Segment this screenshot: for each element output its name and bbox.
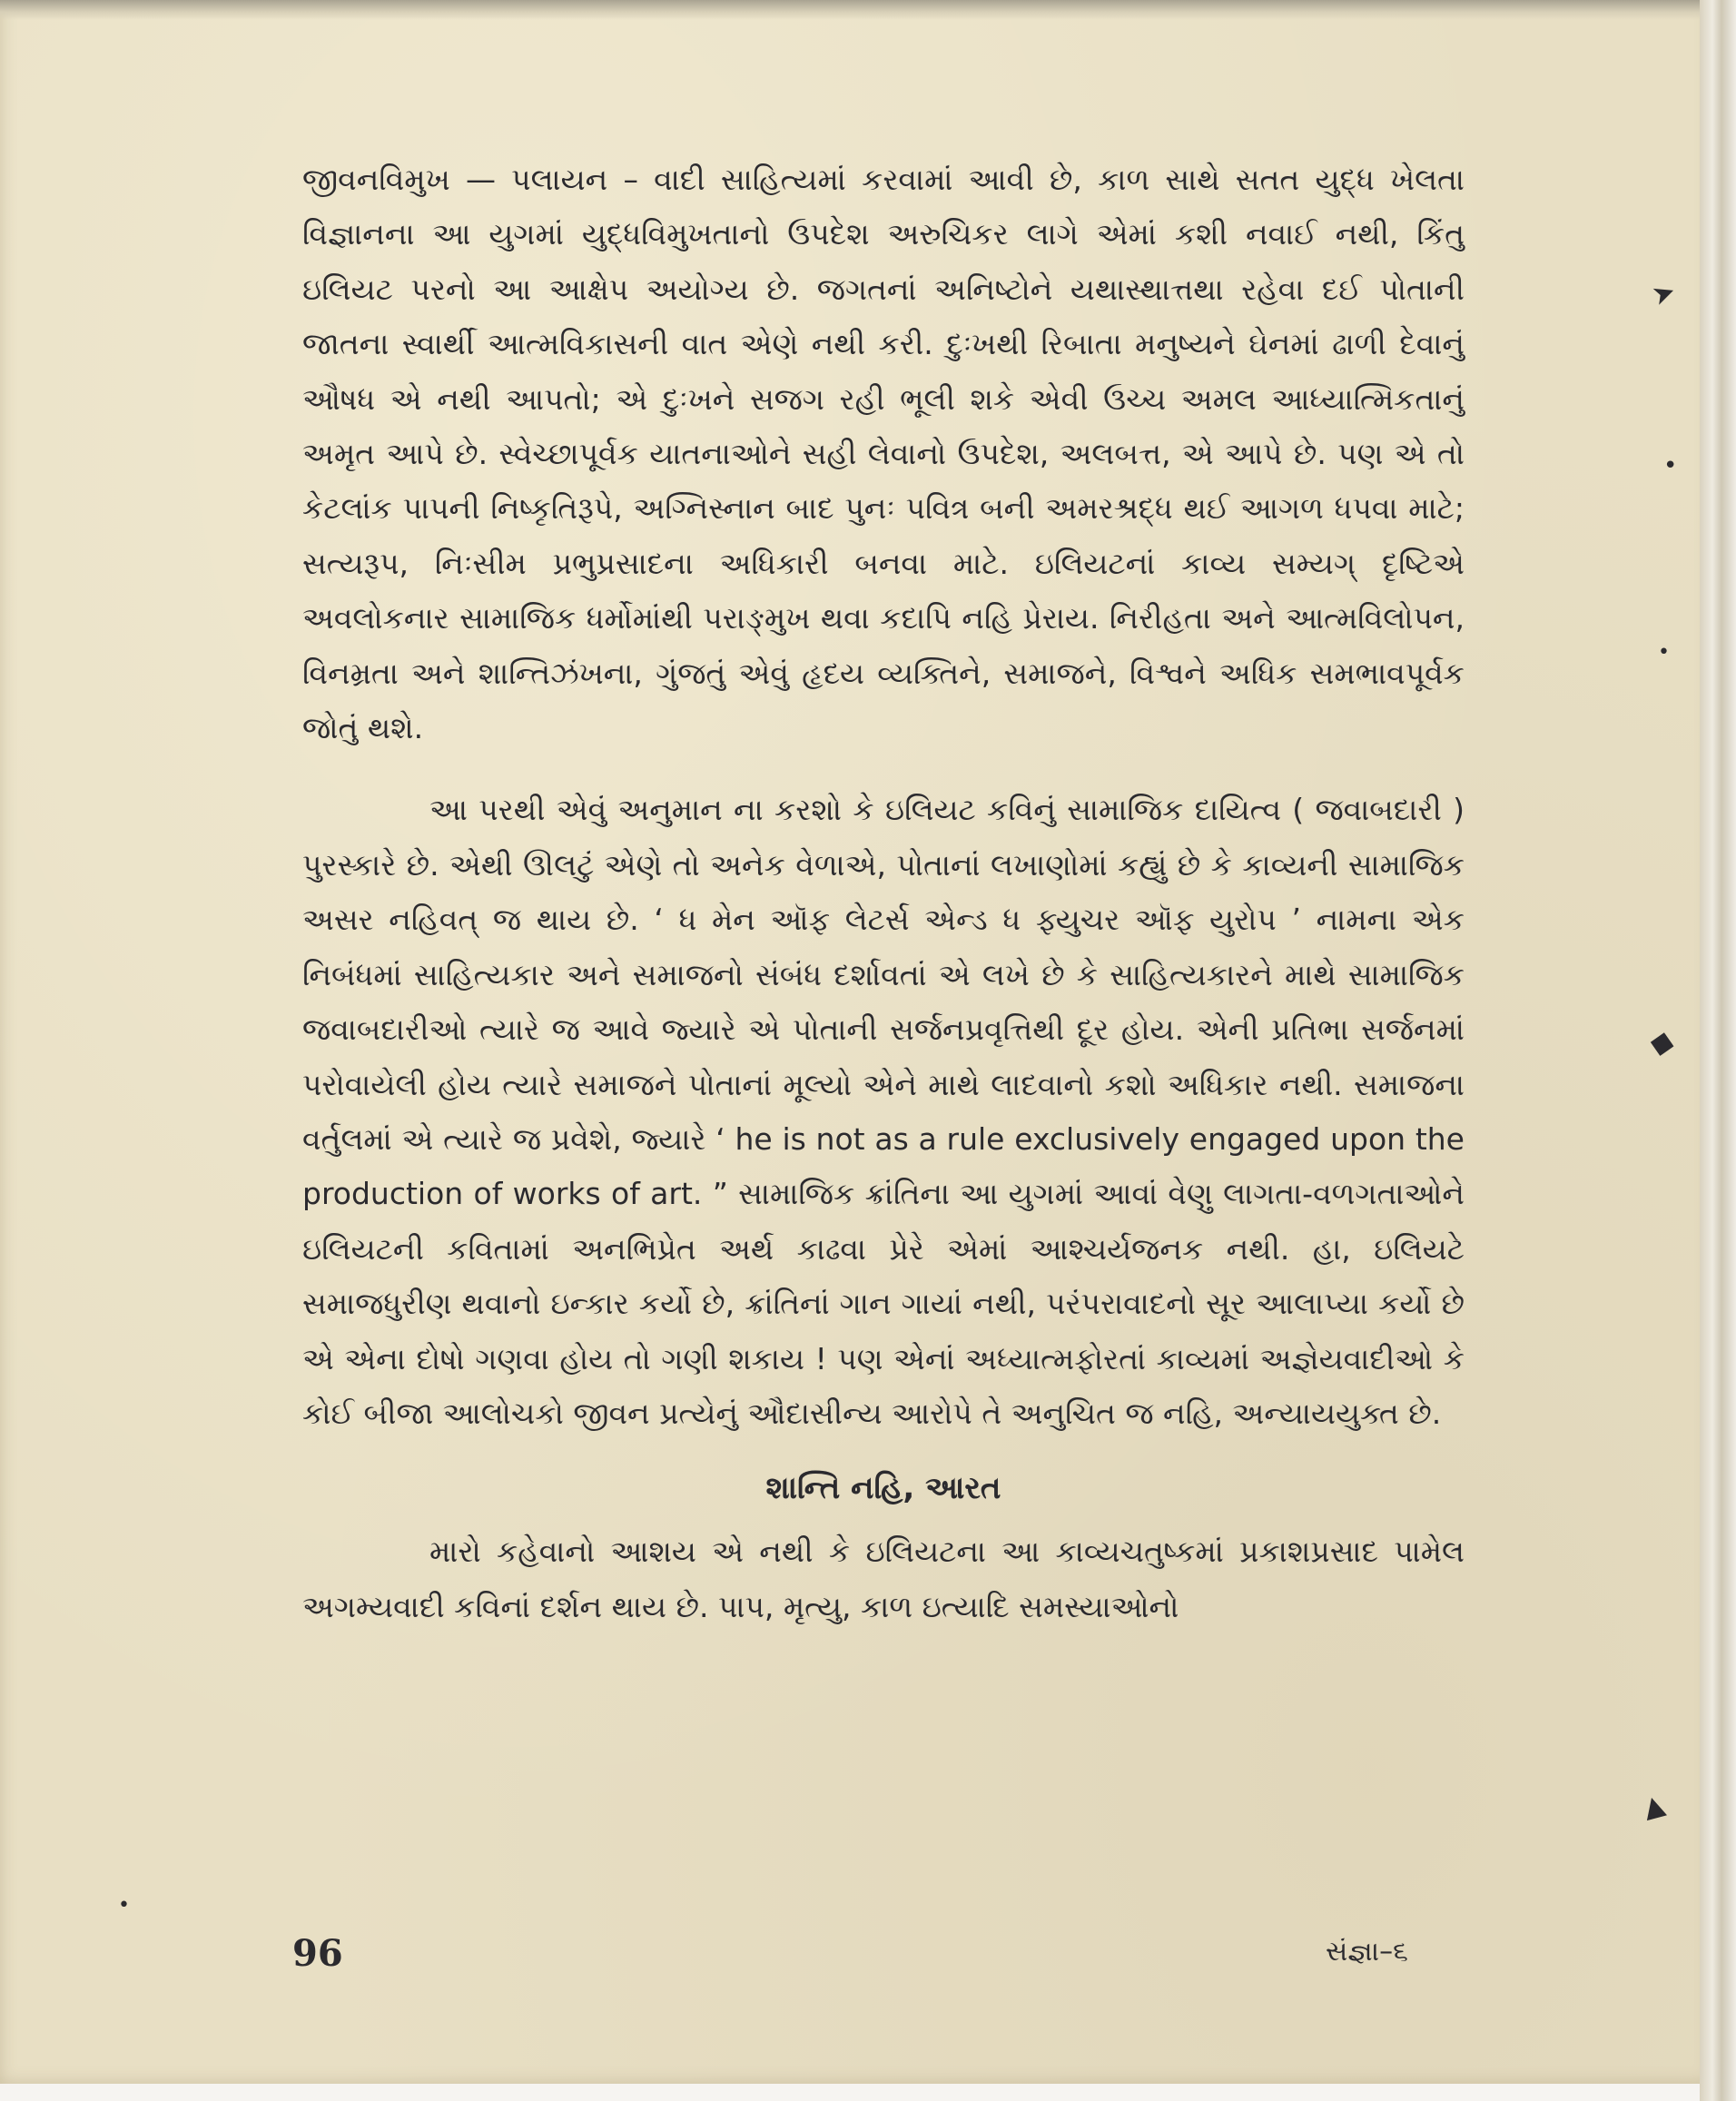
margin-mark-dot: • [1663, 452, 1678, 479]
margin-mark-dot: • [118, 1894, 130, 1917]
margin-mark-diamond: ◆ [1647, 1022, 1678, 1062]
page-top-fold [0, 0, 1711, 20]
page-body [302, 153, 1465, 1634]
page-number: 96 [292, 1932, 343, 1975]
paragraph-3: મારો કહેવાનો આશય એ નથી કે ઇલિયટના આ કાવ્યચતુષ્કમાં પ્રકાશપ્રસાદ પામેલ અગમ્યવાદી કવિનાં દર્શન થાય છે. પાપ, મૃત્યુ, કાળ ઇત્યાદિ સમસ્યાઓનો [302, 1534, 1465, 1624]
page-right-fold [1700, 0, 1736, 2101]
margin-mark-triangle: ▲ [1639, 1788, 1669, 1825]
paragraph-2: આ પરથી એવું અનુમાન ના કરશો કે ઇલિયટ કવિનું સામાજિક દાયિત્વ ( જવાબદારી ) પુરસ્કારે છે. એથી ઊલટું એણે તો અનેક વેળાએ, પોતાનાં લખાણોમાં કહ્યું છે કે કાવ્યની સામાજિક અસર નહિવત્ જ થાય છે. ‘ ધ મેન ઑફ લેટર્સ એન્ડ ધ ફ્યુચર ઑફ યુરોપ ’ નામના એક નિબંધમાં સાહિત્યકાર અને સમાજનો સંબંધ દર્શાવતાં એ લખે છે કે સાહિત્યકારને માથે સામાજિક જવાબદારીઓ ત્યારે જ આવે જ્યારે એ પોતાની સર્જનપ્રવૃત્તિથી દૂર હોય. એની પ્રતિભા સર્જનમાં પરોવાયેલી હોય ત્યારે સમાજને પોતાનાં મૂલ્યો એને માથે લાદવાનો કશો અધિકાર નથી. સમાજના વર્તુલમાં એ ત્યારે જ પ્રવેશે, જ્યારે ‘ he is not as a rule exclusively engaged upon the production of works of art. ” સામાજિક ક્રાંતિના આ યુગમાં આવાં વેણુ લાગતા-વળગતાઓને ઇલિયટની કવિતામાં અનભિપ્રેત અર્થ કાઢવા પ્રેરે એમાં આશ્ચર્યજનક નથી. હા, ઇલિયટે સમાજધુરીણ થવાનો ઇન્કાર કર્યો છે, ક્રાંતિનાં ગાન ગાયાં નથી, પરંપરાવાદનો સૂર આલાપ્યા કર્યો છે એ એના દોષો ગણવા હોય તો ગણી શકાય ! પણ એનાં અધ્યાત્મફોરતાં કાવ્યમાં અજ્ઞેયવાદીઓ કે કોઈ બીજા આલોચકો જીવન પ્રત્યેનું ઔદાસીન્ય આરોપે તે અનુચિત જ નહિ, અન્યાયયુક્ત છે. [302, 792, 1465, 1431]
section-heading: શાન્તિ નહિ, આરત [765, 1470, 1001, 1507]
footer-signature: સંજ્ઞા–૬ [1326, 1936, 1408, 1968]
paragraph-1: જીવનવિમુખ — પલાયન – વાદી સાહિત્યમાં કરવામાં આવી છે, કાળ સાથે સતત યુદ્ધ ખેલતા વિજ્ઞાનના આ યુગમાં યુદ્ધવિમુખતાનો ઉપદેશ અરુચિકર લાગે એમાં કશી નવાઈ નથી, કિંતુ ઇલિયટ પરનો આ આક્ષેપ અયોગ્ય છે. જગતનાં અનિષ્ટોને યથાસ્થાત્તથા રહેવા દઈ પોતાની જાતના સ્વાર્થી આત્મવિકાસની વાત એણે નથી કરી. દુઃખથી રિબાતા મનુષ્યને ઘેનમાં ઢાળી દેવાનું ઔષધ એ નથી આપતો; એ દુઃખને સજગ રહી ભૂલી શકે એવી ઉચ્ચ અમલ આધ્યાત્મિકતાનું અમૃત આપે છે. સ્વેચ્છાપૂર્વક યાતનાઓને સહી લેવાનો ઉપદેશ, અલબત્ત, એ આપે છે. પણ એ તો કેટલાંક પાપની નિષ્કૃતિરૂપે, અગ્નિસ્નાન બાદ પુનઃ પવિત્ર બની અમરશ્રદ્ધ થઈ આગળ ધપવા માટે; સત્યરૂપ, નિઃસીમ પ્રભુપ્રસાદના અધિકારી બનવા માટે. ઇલિયટનાં કાવ્ય સમ્યગ્ દૃષ્ટિએ અવલોકનાર સામાજિક ધર્મોમાંથી પરાઙ્મુખ થવા કદાપિ નહિ પ્રેરાય. નિરીહતા અને આત્મવિલોપન, વિનમ્રતા અને શાન્તિઝંખના, ગુંજતું એવું હૃદય વ્યક્તિને, સમાજને, વિશ્વને અધિક સમભાવપૂર્વક જોતું થશે. [302, 162, 1465, 746]
margin-mark-arrow: ➤ [1647, 274, 1681, 313]
margin-mark-dot: • [1658, 641, 1670, 664]
